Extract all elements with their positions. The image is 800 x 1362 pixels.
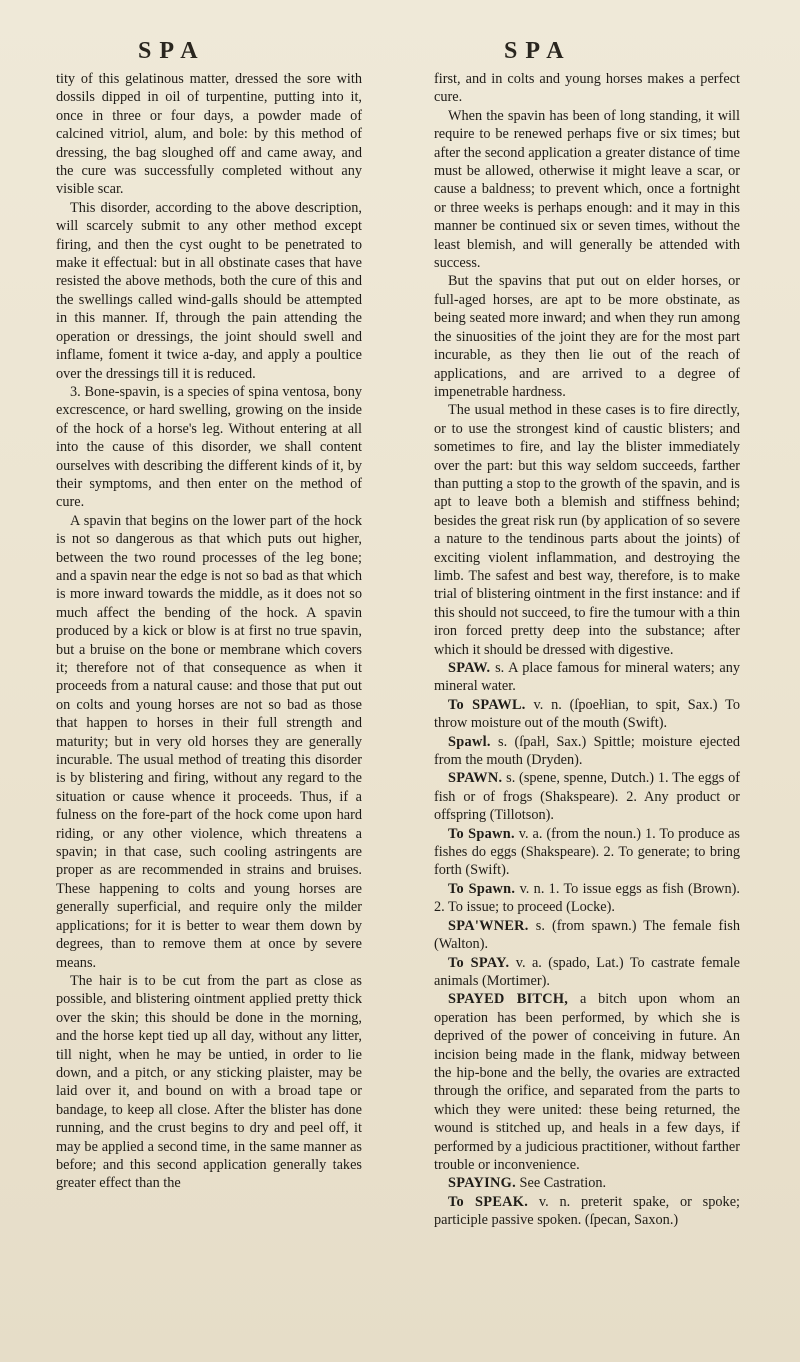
- entry-headword: Spawl.: [448, 733, 491, 750]
- dictionary-entry: [434, 917, 740, 954]
- entry-body: v. n. 1. To issue eggs as fish (Brown). 2. To issue; to proceed (Locke).: [434, 880, 740, 916]
- dictionary-entry: [434, 696, 740, 733]
- entry-headword: To Spawn.: [448, 880, 516, 897]
- entry-body: a bitch upon whom an operation has been performed, by which she is deprived of the power of conceiving in future. An incision being made in the flank, midway between the hip-bone and the belly, the ovaries are extracted through the orifice, and separated from the parts to which they were united: these being returned, the wound is stitched up, and heals in a few days, if performed by a judicious practitioner, without farther trouble or inconvenience.: [434, 991, 740, 1173]
- paragraph: tity of this gelatinous matter, dressed the sore with dossils dipped in oil of turpentine, putting into it, once in three or four days, a powder made of calcined vitriol, alum, and bole: by this method of dressing, the bag sloughed off and came away, and the cure was successfully completed without any visible scar.: [56, 71, 362, 198]
- running-header: [0, 38, 800, 68]
- right-column: [434, 70, 740, 1230]
- entry-body: s. (spene, spenne, Dutch.) 1. The eggs of fish or of frogs (Shakspeare). 2. Any product or offspring (Tillotson).: [434, 770, 740, 824]
- entry-headword: SPAW.: [448, 660, 491, 676]
- paragraph: The hair is to be cut from the part as close as possible, and blistering ointment applied pretty thick over the skin; this should be done in the morning, and the horse kept tied up all day, without any litter, till night, when he may be untied, in order to lie down, and a pitch, or any sticking plaister, may be laid over it, and bound on with a broad tape or bandage, to keep all close. After the blister has done running, and the crust begins to dry and peel off, it may be applied a second time, in the same manner as before; and this second application generally takes greater effect than the: [56, 972, 362, 1192]
- paragraph: The usual method in these cases is to fire directly, or to use the strongest kind of caustic blisters; and sometimes to fire, and lay the blister immediately over the part: but this way seldom succeeds, farther than putting a stop to the growth of the spavin, and is apt to leave both a blemish and stiffness behind; besides the great risk run (by application of so severe a nature to the tendinous parts about the joints) of exciting violent inflammation, and destroying the limb. The safest and best way, therefore, is to make trial of blistering ointment in the first instance: and if this should not succeed, to fire the tumour with a thin iron forced pretty deep into the substance; after which it should be dressed with digestive.: [434, 402, 740, 658]
- paragraph: This disorder, according to the above description, will scarcely submit to any other method except firing, and then the cyst ought to be penetrated to make it effectual: but in all obstinate cases that have resisted the above methods, both the cure of this and the swellings called wind-galls should be attempted in this manner. If, through the pain attending the operation or dressings, the joint should swell and inflame, foment it twice a-day, and apply a poultice over the dressings till it is reduced.: [56, 199, 362, 382]
- dictionary-entry: [434, 880, 740, 917]
- entry-body: v. n. (ſpoeŀlian, to spit, Sax.) To throw moisture out of the mouth (Swift).: [434, 696, 740, 732]
- entry-body: v. a. (spado, Lat.) To castrate female animals (Mortimer).: [434, 954, 740, 989]
- entry-headword: SPAYING.: [448, 1175, 516, 1192]
- entry-headword: SPAWN.: [448, 770, 503, 787]
- entry-body: v. a. (from the noun.) 1. To produce as fishes do eggs (Shakspeare). 2. To generate; to bring forth (Swift).: [434, 825, 740, 879]
- entry-headword: To SPEAK.: [448, 1193, 529, 1210]
- dictionary-entry: [434, 769, 740, 824]
- paragraph: But the spavins that put out on elder horses, or full-aged horses, are apt to be more obstinate, as being seated more inward; and when they run among the sinuosities of the joint they are for the most part incurable, as they then lie out of the reach of applications, and are arrived to a degree of impenetrable hardness.: [434, 273, 740, 400]
- entry-body: s. (from spawn.) The female fish (Walton).: [434, 917, 740, 953]
- entry-headword: To SPAY.: [448, 954, 510, 971]
- dictionary-entry: [434, 825, 740, 880]
- entry-body: See Castration.: [519, 1175, 607, 1192]
- paragraph: first, and in colts and young horses makes a perfect cure.: [434, 71, 740, 106]
- dictionary-entry: [434, 733, 740, 770]
- entry-headword: SPAYED BITCH,: [448, 991, 569, 1008]
- header-right: SPA: [504, 38, 572, 64]
- entry-body: s. A place famous for mineral waters; any mineral water.: [434, 660, 740, 695]
- entry-body: v. n. preterit spake, or spoke; participle passive spoken. (ſpecan, Saxon.): [434, 1193, 741, 1229]
- entry-body: s. (ſpaŀl, Sax.) Spittle; moisture ejected from the mouth (Dryden).: [434, 733, 740, 769]
- dictionary-entry: [434, 954, 740, 991]
- entry-headword: To SPAWL.: [448, 696, 526, 713]
- paragraph: A spavin that begins on the lower part of the hock is not so dangerous as that which puts out higher, between the two round processes of the leg bone; and a spavin near the edge is not so bad as that which is more inward towards the middle, as it does not so much affect the bending of the hock. A spavin produced by a kick or blow is at first no true spavin, but a bruise on the bone or membrane which covers it; therefore not of that consequence as when it proceeds from a natural cause: and those that put out on colts and young horses are not so bad as those that happen to horses in their full strength and maturity; but in very old horses they are generally incurable. The usual method of treating this disorder is by blistering and firing, without any regard to the situation or cause whence it proceeds. Thus, if a fulness on the fore-part of the hock come upon hard riding, or any other violence, which threatens a spavin; in that case, such cooling astringents are proper as are recommended in strains and bruises. These happening to colts and young horses are generally superficial, and require only the milder applications; for it is better to wear them down by degrees, than to remove them at once by severe means.: [56, 512, 362, 971]
- dictionary-entry: [434, 1193, 740, 1230]
- paragraph: 3. Bone-spavin, is a species of spina ventosa, bony excrescence, or hard swelling, growing on the inside of the hock of a horse's leg. Without entering at all into the cause of this disorder, we shall content ourselves with describing the different kinds of it, by their symptoms, and then enter on the method of cure.: [56, 383, 362, 511]
- dictionary-entry: [434, 1174, 740, 1192]
- entry-headword: SPA'WNER.: [448, 917, 529, 934]
- entry-headword: To Spawn.: [448, 825, 515, 842]
- left-column: [56, 70, 362, 1193]
- paragraph: When the spavin has been of long standing, it will require to be renewed perhaps five or six times; but after the second application a greater distance of time must be allowed, otherwise it might leave a scar, or cause a baldness; to prevent which, once a fortnight or three weeks is perhaps enough: and it may in this manner be continued six or seven times, without the least blemish, and will generally be attended with success.: [434, 107, 740, 272]
- header-left: SPA: [138, 38, 206, 64]
- dictionary-entry: [434, 659, 740, 696]
- dictionary-entry: [434, 990, 740, 1174]
